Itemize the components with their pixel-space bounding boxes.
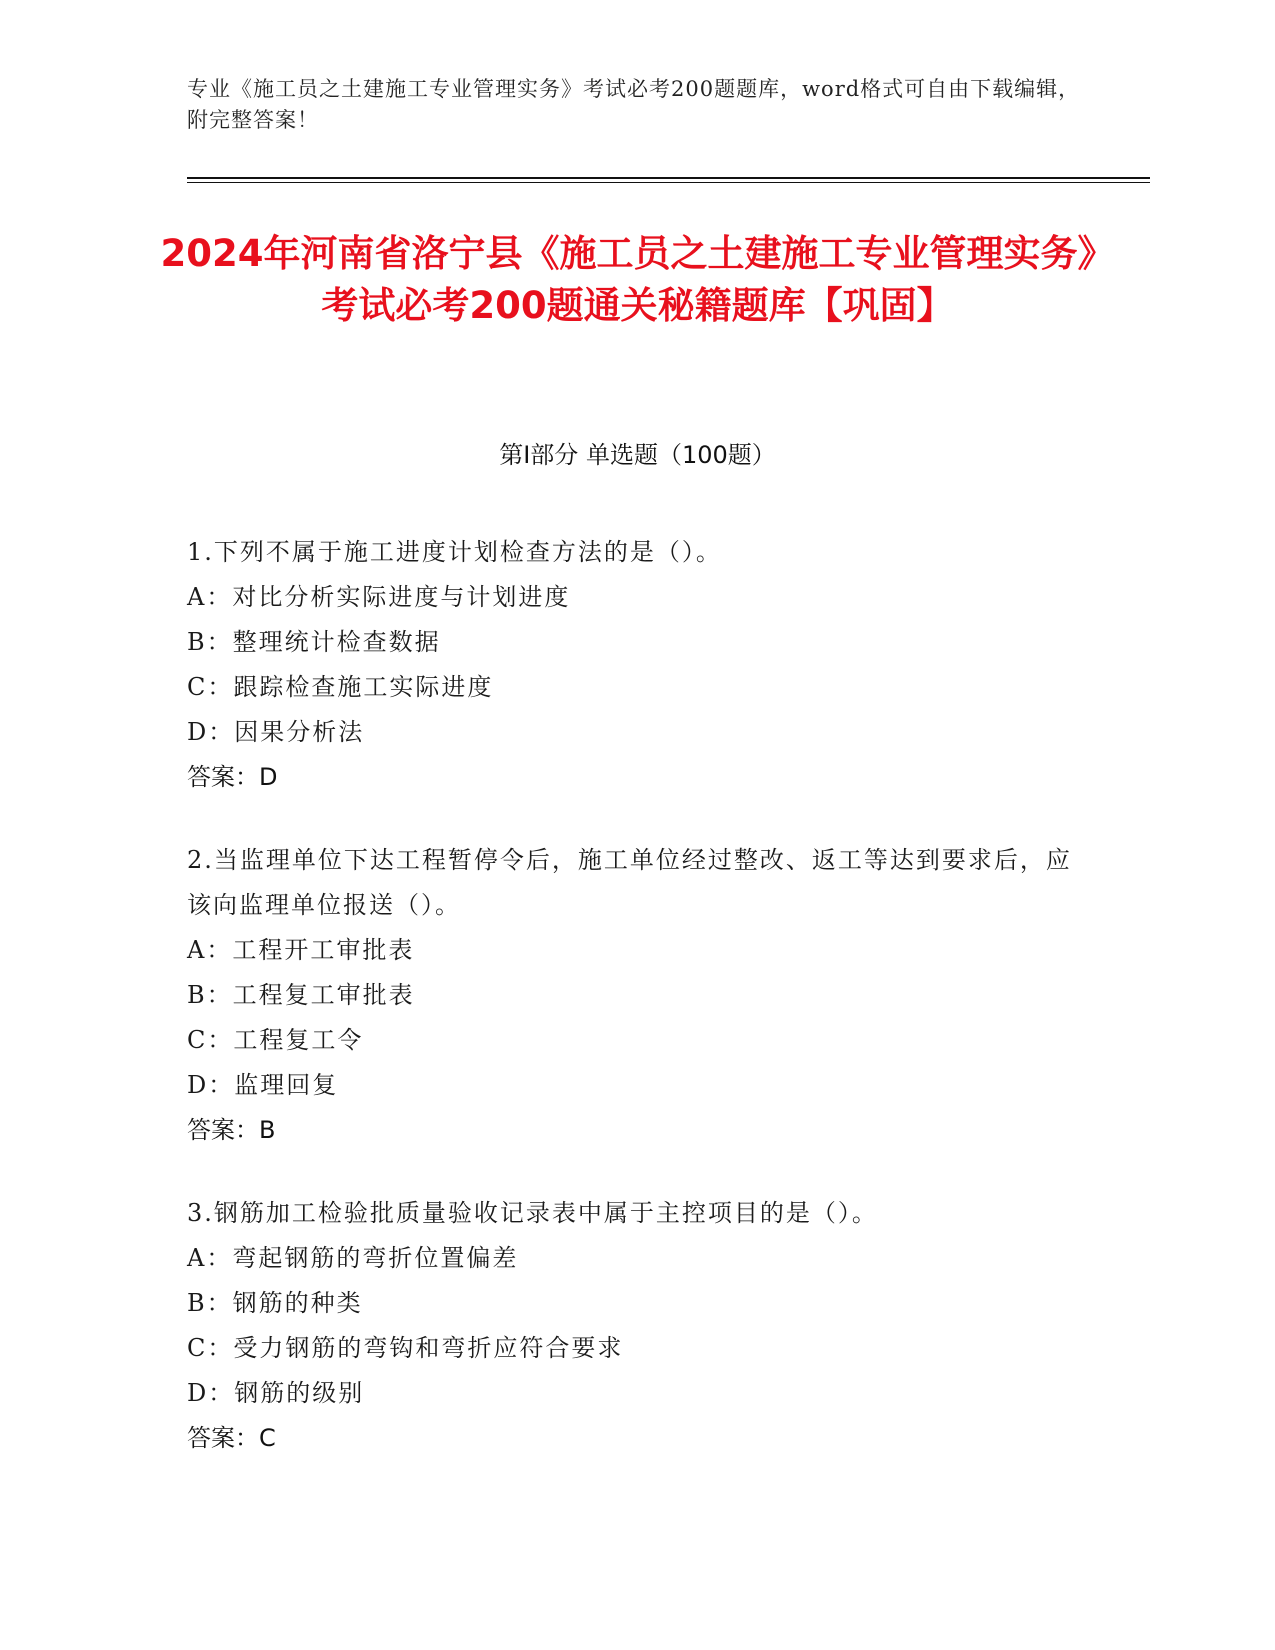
question-stem: 1.下列不属于施工进度计划检查方法的是（）。: [187, 538, 722, 566]
option-c: C：跟踪检查施工实际进度: [187, 673, 494, 701]
option-b: B：整理统计检查数据: [187, 628, 441, 656]
question-stem: 2.当监理单位下达工程暂停令后，施工单位经过整改、返工等达到要求后，应该向监理单位报送（）。: [187, 846, 1072, 919]
option-b: B：工程复工审批表: [187, 981, 415, 1009]
question-list: [187, 530, 1087, 1499]
option-b: B：钢筋的种类: [187, 1289, 363, 1317]
question-stem: 3.钢筋加工检验批质量验收记录表中属于主控项目的是（）。: [187, 1199, 878, 1227]
question-item: [187, 838, 1087, 1153]
answer-label: 答案：B: [187, 1116, 276, 1144]
answer-label: 答案：C: [187, 1424, 276, 1452]
option-d: D：监理回复: [187, 1071, 339, 1099]
option-c: C：受力钢筋的弯钩和弯折应符合要求: [187, 1334, 624, 1362]
option-d: D：钢筋的级别: [187, 1379, 365, 1407]
question-item: [187, 1191, 1087, 1461]
option-c: C：工程复工令: [187, 1026, 364, 1054]
section-heading: 第Ⅰ部分 单选题（100题）: [499, 441, 776, 469]
option-d: D：因果分析法: [187, 718, 365, 746]
option-a: A：对比分析实际进度与计划进度: [187, 583, 571, 611]
option-a: A：弯起钢筋的弯折位置偏差: [187, 1244, 519, 1272]
header-note: 专业《施工员之土建施工专业管理实务》考试必考200题题库，word格式可自由下载编辑，附完整答案！: [187, 77, 1081, 132]
header-divider-thin: [187, 182, 1150, 183]
header-divider-thick: [187, 177, 1150, 179]
question-item: [187, 530, 1087, 800]
answer-label: 答案：D: [187, 763, 278, 791]
document-title: 2024年河南省洛宁县《施工员之土建施工专业管理实务》考试必考200题通关秘籍题库【巩固】: [160, 232, 1115, 327]
option-a: A：工程开工审批表: [187, 936, 415, 964]
